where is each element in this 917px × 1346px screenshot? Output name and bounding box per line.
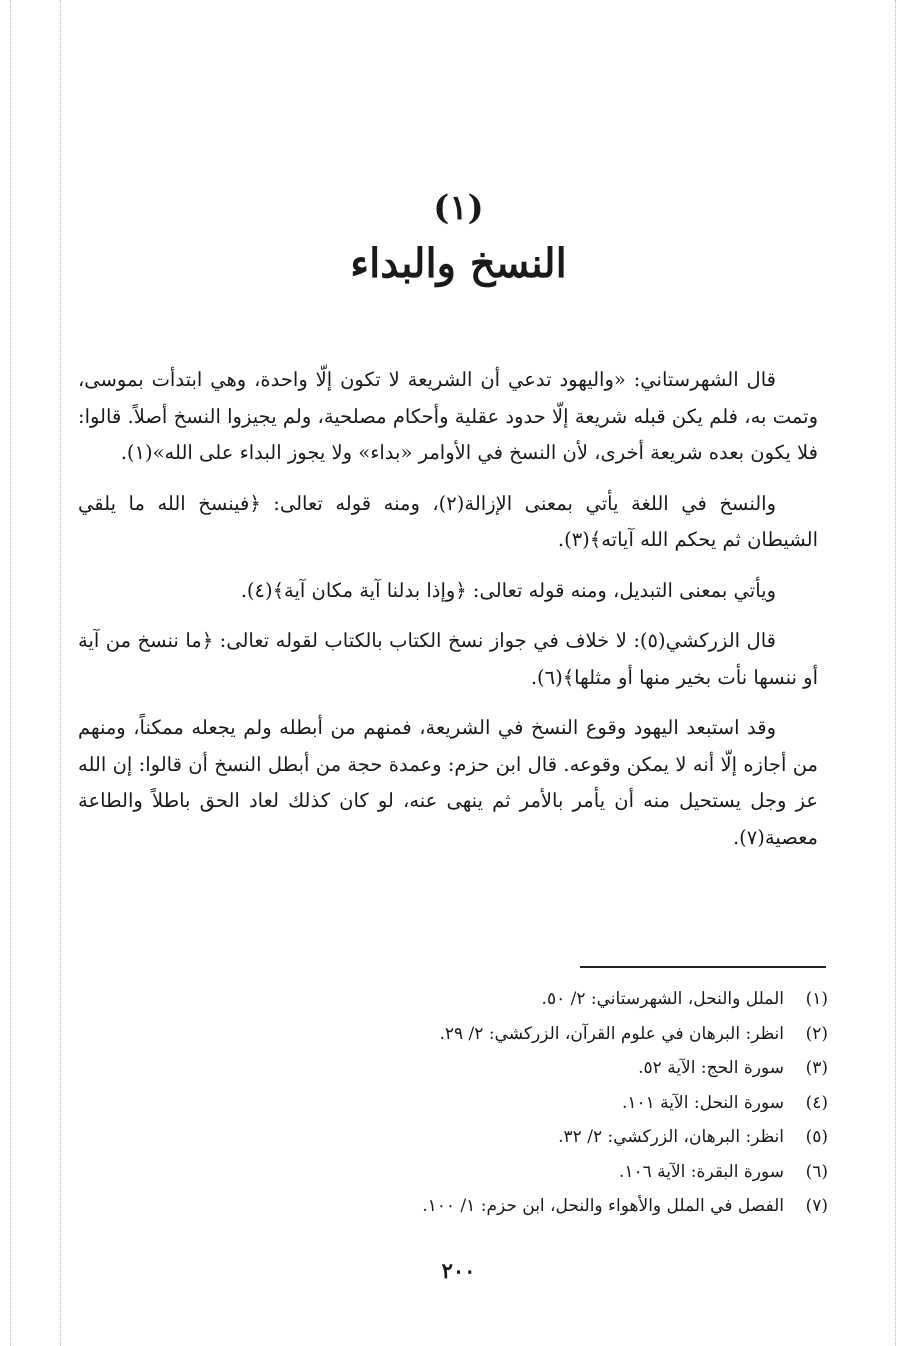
paragraph: ويأتي بمعنى التبديل، ومنه قوله تعالى: ﴿وإذا بدلنا آية مكان آية﴾(٤). <box>240 578 776 602</box>
footnote-number: (١) <box>805 989 828 1009</box>
footnote-text: انظر: البرهان في علوم القرآن، الزركشي: ٢/ ٢٩. <box>439 1023 784 1044</box>
page-number: ٢٠٠ <box>441 1258 476 1283</box>
footnote-number: (٢) <box>805 1023 828 1044</box>
footnote-text: سورة النحل: الآية ١٠١. <box>621 1092 784 1113</box>
paragraph: قال الزركشي(٥): لا خلاف في جواز نسخ الكتاب بالكتاب لقوله تعالى: ﴿ما ننسخ من آية أو ننسها نأت بخير منها أو مثلها﴾(٦). <box>78 629 818 689</box>
footnote-text: سورة الحج: الآية ٥٢. <box>638 1058 784 1078</box>
paragraph: والنسخ في اللغة يأتي بمعنى الإزالة(٢)، ومنه قوله تعالى: ﴿فينسخ الله ما يلقي الشيطان ثم يحكم الله آياته﴾(٣). <box>78 491 818 551</box>
chapter-title: النسخ والبداء <box>350 240 567 287</box>
footnote <box>78 1120 828 1155</box>
footnote-divider <box>580 966 826 968</box>
footnote-number: (٤) <box>805 1092 828 1113</box>
footnote <box>78 1017 828 1052</box>
footnotes-list <box>78 982 828 1224</box>
paragraph: قال الشهرستاني: «واليهود تدعي أن الشريعة لا تكون إلّا واحدة، وهي ابتدأت بموسى، وتمت به، فلم يكن قبله شريعة إلّا حدود عقلية وأحكام مصلحية، ولم يجيزوا النسخ أصلاً. قالوا: فلا يكون بعده شريعة أخرى، لأن النسخ في الأوامر «بداء» ولا يجوز البداء على الله»(١). <box>78 368 818 464</box>
footnote <box>78 982 828 1017</box>
footnote-number: (٦) <box>805 1161 828 1182</box>
paragraph: وقد استبعد اليهود وقوع النسخ في الشريعة، فمنهم من أبطله ولم يجعله ممكناً، ومنهم من أجازه إلّا أنه لا يمكن وقوعه. قال ابن حزم: وعمدة حجة من أبطل النسخ أن قالوا: إن الله عز وجل يستحيل منه أن يأمر بالأمر ثم ينهى عنه، لو كان كذلك لعاد الحق باطلاً والطاعة معصية(٧). <box>78 716 818 849</box>
footnote-text: سورة البقرة: الآية ١٠٦. <box>618 1161 784 1182</box>
footnote <box>78 1155 828 1190</box>
body-text <box>78 362 818 870</box>
footnote-number: (٧) <box>805 1196 828 1216</box>
footnote-number: (٥) <box>805 1127 828 1147</box>
footnote <box>78 1086 828 1121</box>
footnote-text: انظر: البرهان، الزركشي: ٢/ ٣٢. <box>558 1127 784 1147</box>
footnote-number: (٣) <box>805 1058 828 1078</box>
footnote-text: الملل والنحل، الشهرستاني: ٢/ ٥٠. <box>541 989 784 1009</box>
footnote <box>78 1189 828 1224</box>
footnote-text: الفصل في الملل والأهواء والنحل، ابن حزم: ١/ ١٠٠. <box>422 1196 784 1216</box>
footnote <box>78 1051 828 1086</box>
chapter-number: (١) <box>433 188 484 228</box>
